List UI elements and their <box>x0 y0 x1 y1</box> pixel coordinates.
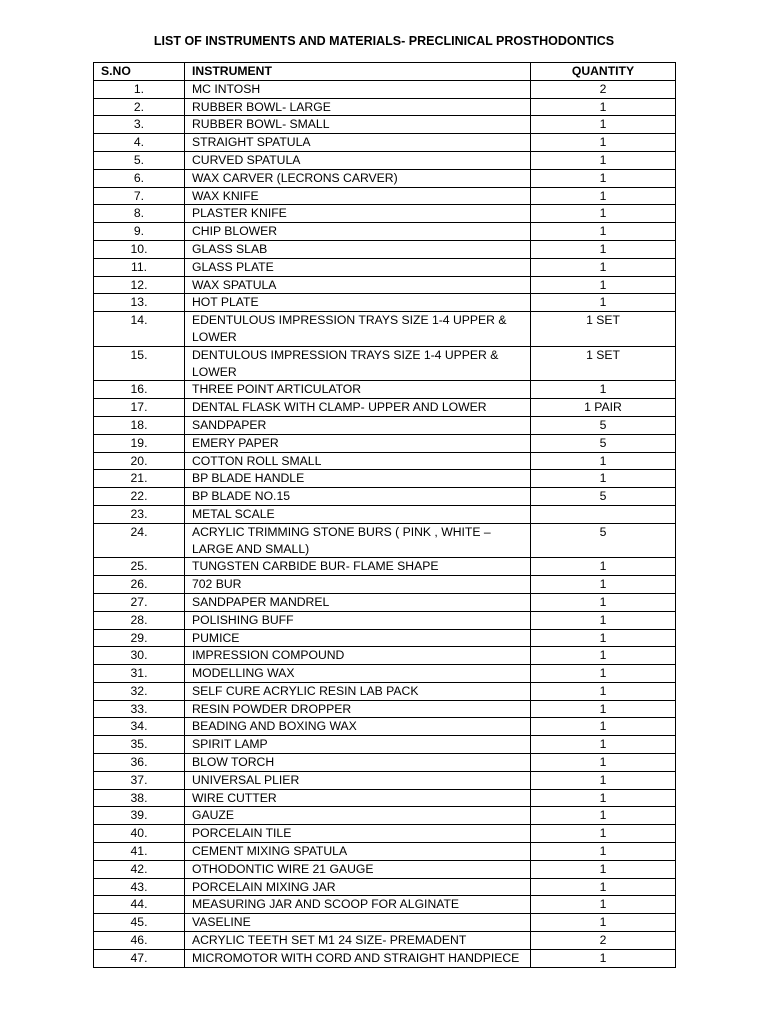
row-instrument: RUBBER BOWL- LARGE <box>185 98 531 116</box>
row-instrument: COTTON ROLL SMALL <box>185 452 531 470</box>
table-row <box>94 807 676 825</box>
row-quantity: 1 <box>531 116 676 134</box>
row-quantity: 1 <box>531 647 676 665</box>
row-sno: 29. <box>94 629 185 647</box>
row-sno: 8. <box>94 205 185 223</box>
row-instrument: UNIVERSAL PLIER <box>185 771 531 789</box>
row-instrument: PUMICE <box>185 629 531 647</box>
table-row <box>94 665 676 683</box>
row-sno: 26. <box>94 576 185 594</box>
row-instrument: WAX CARVER (LECRONS CARVER) <box>185 169 531 187</box>
row-quantity: 1 SET <box>531 312 676 347</box>
row-sno: 6. <box>94 169 185 187</box>
row-sno: 21. <box>94 470 185 488</box>
row-quantity: 1 <box>531 878 676 896</box>
header-instrument: INSTRUMENT <box>185 63 531 81</box>
row-quantity: 1 <box>531 240 676 258</box>
table-row <box>94 682 676 700</box>
row-sno: 44. <box>94 896 185 914</box>
row-sno: 46. <box>94 932 185 950</box>
row-instrument: STRAIGHT SPATULA <box>185 134 531 152</box>
row-instrument: DENTAL FLASK WITH CLAMP- UPPER AND LOWER <box>185 399 531 417</box>
instrument-table <box>93 62 676 968</box>
table-row <box>94 789 676 807</box>
row-sno: 1. <box>94 80 185 98</box>
row-sno: 15. <box>94 346 185 381</box>
row-quantity: 1 <box>531 169 676 187</box>
row-sno: 14. <box>94 312 185 347</box>
table-row <box>94 505 676 523</box>
table-row <box>94 169 676 187</box>
row-sno: 4. <box>94 134 185 152</box>
row-sno: 2. <box>94 98 185 116</box>
row-instrument: METAL SCALE <box>185 505 531 523</box>
row-instrument: ACRYLIC TEETH SET M1 24 SIZE- PREMADENT <box>185 932 531 950</box>
table-row <box>94 576 676 594</box>
row-instrument: WAX SPATULA <box>185 276 531 294</box>
row-sno: 11. <box>94 258 185 276</box>
row-sno: 30. <box>94 647 185 665</box>
row-sno: 40. <box>94 825 185 843</box>
table-row <box>94 488 676 506</box>
row-sno: 25. <box>94 558 185 576</box>
row-quantity: 1 <box>531 470 676 488</box>
row-instrument: TUNGSTEN CARBIDE BUR- FLAME SHAPE <box>185 558 531 576</box>
table-row <box>94 611 676 629</box>
row-quantity: 1 <box>531 294 676 312</box>
row-quantity: 1 <box>531 187 676 205</box>
row-quantity: 1 <box>531 807 676 825</box>
table-row <box>94 452 676 470</box>
table-row <box>94 914 676 932</box>
row-sno: 20. <box>94 452 185 470</box>
row-instrument: MODELLING WAX <box>185 665 531 683</box>
table-row <box>94 399 676 417</box>
row-instrument: SPIRIT LAMP <box>185 736 531 754</box>
row-instrument: CEMENT MIXING SPATULA <box>185 843 531 861</box>
row-sno: 10. <box>94 240 185 258</box>
row-sno: 43. <box>94 878 185 896</box>
row-sno: 18. <box>94 416 185 434</box>
table-row <box>94 276 676 294</box>
row-sno: 31. <box>94 665 185 683</box>
table-row <box>94 434 676 452</box>
row-quantity: 1 <box>531 789 676 807</box>
row-quantity: 1 SET <box>531 346 676 381</box>
row-quantity: 1 <box>531 771 676 789</box>
table-row <box>94 151 676 169</box>
table-row <box>94 896 676 914</box>
table-row <box>94 205 676 223</box>
row-sno: 35. <box>94 736 185 754</box>
row-quantity: 1 <box>531 914 676 932</box>
table-row <box>94 647 676 665</box>
row-instrument: THREE POINT ARTICULATOR <box>185 381 531 399</box>
table-row <box>94 523 676 558</box>
row-instrument: EDENTULOUS IMPRESSION TRAYS SIZE 1-4 UPPER & LOWER <box>185 312 531 347</box>
row-quantity: 1 <box>531 98 676 116</box>
row-quantity: 1 <box>531 276 676 294</box>
row-instrument: IMPRESSION COMPOUND <box>185 647 531 665</box>
row-instrument: CHIP BLOWER <box>185 223 531 241</box>
table-row <box>94 860 676 878</box>
table-row <box>94 718 676 736</box>
table-row <box>94 258 676 276</box>
row-instrument: RESIN POWDER DROPPER <box>185 700 531 718</box>
row-sno: 19. <box>94 434 185 452</box>
row-quantity: 1 <box>531 825 676 843</box>
table-row <box>94 116 676 134</box>
table-row <box>94 754 676 772</box>
table-row <box>94 187 676 205</box>
row-sno: 22. <box>94 488 185 506</box>
row-sno: 32. <box>94 682 185 700</box>
row-instrument: WAX KNIFE <box>185 187 531 205</box>
row-quantity <box>531 505 676 523</box>
row-instrument: WIRE CUTTER <box>185 789 531 807</box>
row-quantity: 5 <box>531 416 676 434</box>
row-quantity: 1 <box>531 576 676 594</box>
row-instrument: 702 BUR <box>185 576 531 594</box>
row-quantity: 1 <box>531 134 676 152</box>
row-sno: 13. <box>94 294 185 312</box>
row-instrument: SANDPAPER MANDREL <box>185 593 531 611</box>
row-instrument: RUBBER BOWL- SMALL <box>185 116 531 134</box>
table-row <box>94 312 676 347</box>
row-sno: 24. <box>94 523 185 558</box>
row-instrument: MICROMOTOR WITH CORD AND STRAIGHT HANDPIECE <box>185 949 531 967</box>
row-quantity: 1 <box>531 700 676 718</box>
table-row <box>94 223 676 241</box>
row-instrument: SANDPAPER <box>185 416 531 434</box>
table-row <box>94 80 676 98</box>
row-instrument: EMERY PAPER <box>185 434 531 452</box>
row-instrument: BLOW TORCH <box>185 754 531 772</box>
table-row <box>94 593 676 611</box>
row-instrument: SELF CURE ACRYLIC RESIN LAB PACK <box>185 682 531 700</box>
row-quantity: 1 <box>531 736 676 754</box>
table-row <box>94 416 676 434</box>
table-row <box>94 98 676 116</box>
row-quantity: 1 <box>531 949 676 967</box>
row-sno: 33. <box>94 700 185 718</box>
row-sno: 23. <box>94 505 185 523</box>
header-quantity: QUANTITY <box>531 63 676 81</box>
row-instrument: MEASURING JAR AND SCOOP FOR ALGINATE <box>185 896 531 914</box>
row-quantity: 5 <box>531 488 676 506</box>
row-sno: 39. <box>94 807 185 825</box>
row-quantity: 1 <box>531 205 676 223</box>
table-header-row <box>94 63 676 81</box>
row-instrument: MC INTOSH <box>185 80 531 98</box>
table-row <box>94 825 676 843</box>
row-sno: 28. <box>94 611 185 629</box>
table-row <box>94 949 676 967</box>
row-sno: 9. <box>94 223 185 241</box>
row-sno: 3. <box>94 116 185 134</box>
row-quantity: 1 <box>531 593 676 611</box>
row-quantity: 1 <box>531 682 676 700</box>
table-row <box>94 629 676 647</box>
row-instrument: HOT PLATE <box>185 294 531 312</box>
table-row <box>94 771 676 789</box>
row-sno: 27. <box>94 593 185 611</box>
row-quantity: 1 <box>531 223 676 241</box>
row-sno: 37. <box>94 771 185 789</box>
table-row <box>94 294 676 312</box>
row-quantity: 1 <box>531 611 676 629</box>
row-instrument: GAUZE <box>185 807 531 825</box>
row-sno: 12. <box>94 276 185 294</box>
row-instrument: PORCELAIN TILE <box>185 825 531 843</box>
row-instrument: VASELINE <box>185 914 531 932</box>
row-quantity: 1 <box>531 754 676 772</box>
row-instrument: DENTULOUS IMPRESSION TRAYS SIZE 1-4 UPPER & LOWER <box>185 346 531 381</box>
row-instrument: GLASS PLATE <box>185 258 531 276</box>
row-quantity: 1 <box>531 843 676 861</box>
row-quantity: 2 <box>531 932 676 950</box>
row-quantity: 1 <box>531 718 676 736</box>
row-quantity: 1 <box>531 860 676 878</box>
row-quantity: 1 <box>531 452 676 470</box>
row-quantity: 1 <box>531 558 676 576</box>
row-sno: 7. <box>94 187 185 205</box>
table-row <box>94 558 676 576</box>
table-row <box>94 736 676 754</box>
table-body <box>94 80 676 967</box>
row-quantity: 1 PAIR <box>531 399 676 417</box>
table-row <box>94 700 676 718</box>
row-quantity: 1 <box>531 896 676 914</box>
header-sno: S.NO <box>94 63 185 81</box>
table-row <box>94 932 676 950</box>
row-instrument: BP BLADE NO.15 <box>185 488 531 506</box>
row-instrument: BEADING AND BOXING WAX <box>185 718 531 736</box>
row-quantity: 2 <box>531 80 676 98</box>
row-sno: 38. <box>94 789 185 807</box>
table-row <box>94 240 676 258</box>
row-quantity: 1 <box>531 665 676 683</box>
row-instrument: BP BLADE HANDLE <box>185 470 531 488</box>
row-sno: 47. <box>94 949 185 967</box>
document-title: LIST OF INSTRUMENTS AND MATERIALS- PRECLINICAL PROSTHODONTICS <box>153 34 615 48</box>
row-sno: 45. <box>94 914 185 932</box>
table-row <box>94 843 676 861</box>
row-instrument: ACRYLIC TRIMMING STONE BURS ( PINK , WHITE –LARGE AND SMALL) <box>185 523 531 558</box>
table-row <box>94 381 676 399</box>
row-instrument: PORCELAIN MIXING JAR <box>185 878 531 896</box>
row-sno: 16. <box>94 381 185 399</box>
table-row <box>94 134 676 152</box>
row-sno: 41. <box>94 843 185 861</box>
row-quantity: 1 <box>531 258 676 276</box>
table-row <box>94 470 676 488</box>
row-sno: 34. <box>94 718 185 736</box>
row-quantity: 1 <box>531 381 676 399</box>
table-row <box>94 878 676 896</box>
row-instrument: PLASTER KNIFE <box>185 205 531 223</box>
row-quantity: 1 <box>531 629 676 647</box>
row-instrument: CURVED SPATULA <box>185 151 531 169</box>
row-instrument: OTHODONTIC WIRE 21 GAUGE <box>185 860 531 878</box>
row-instrument: POLISHING BUFF <box>185 611 531 629</box>
row-quantity: 5 <box>531 523 676 558</box>
row-sno: 42. <box>94 860 185 878</box>
row-sno: 5. <box>94 151 185 169</box>
table-row <box>94 346 676 381</box>
row-quantity: 5 <box>531 434 676 452</box>
row-quantity: 1 <box>531 151 676 169</box>
row-sno: 17. <box>94 399 185 417</box>
row-sno: 36. <box>94 754 185 772</box>
row-instrument: GLASS SLAB <box>185 240 531 258</box>
